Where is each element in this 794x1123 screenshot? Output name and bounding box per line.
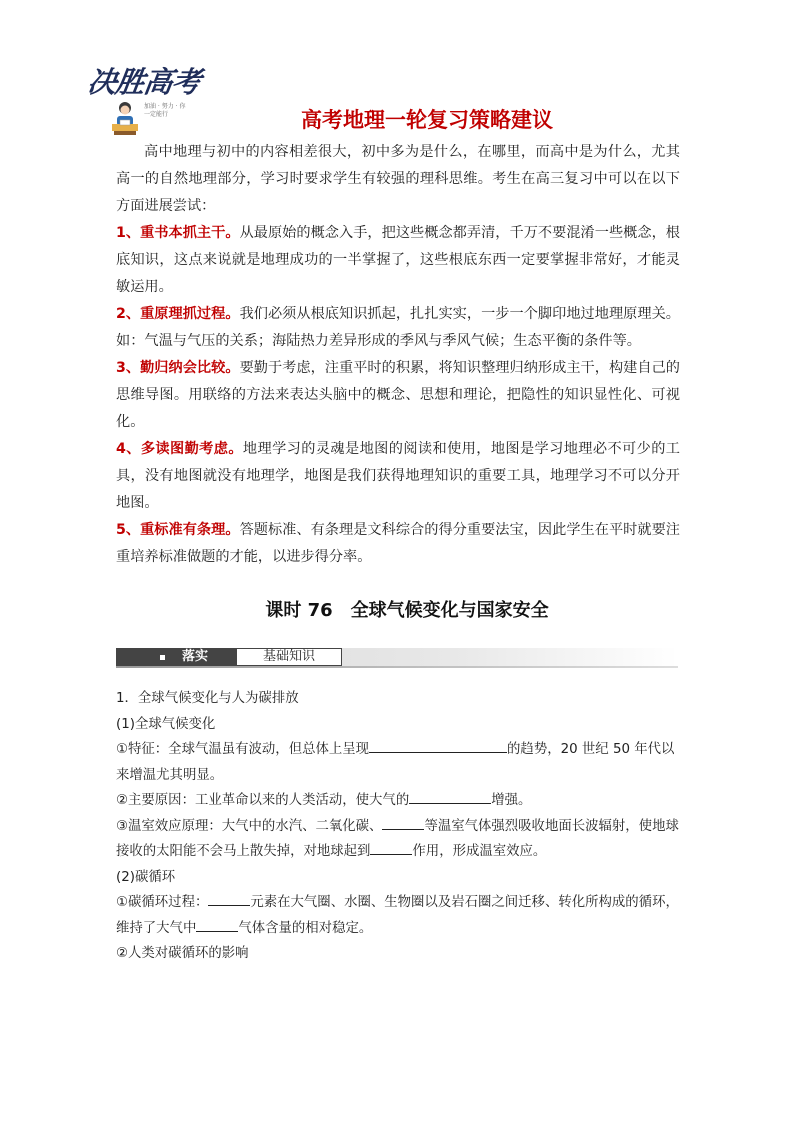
strategy-heading: 1、重书本抓主干。: [116, 225, 240, 241]
subsection-heading: (1)全球气候变化: [116, 716, 216, 732]
logo-subtext: 加油 · 努力 · 你一定能行: [144, 103, 186, 118]
section-underline: [116, 666, 678, 668]
answer-blank[interactable]: [196, 917, 238, 932]
strategy-text: 地理学习的灵魂是地图的阅读和使用，地图是学习地理必不可少的工具，没有地图就没有地理学，地图是我们获得地理知识的重要工具，地理学习不可以分开地图。: [116, 441, 680, 511]
knowledge-heading: 1．全球气候变化与人为碳排放: [116, 691, 299, 706]
fill-in-text: 增强。: [491, 793, 532, 808]
intro-paragraph: 高中地理与初中的内容相差很大，初中多为是什么，在哪里，而高中是为什么，尤其高一的自然地理部分，学习时要求学生有较强的理科思维。考生在高三复习中可以在以下方面进展尝试：: [116, 144, 680, 214]
answer-blank[interactable]: [370, 840, 412, 855]
section-tab-dark: [116, 648, 236, 666]
square-bullet-icon: [160, 655, 165, 660]
fill-in-item: ②人类对碳循环的影响: [116, 946, 249, 961]
fill-in-text: 作用，形成温室效应。: [412, 844, 547, 859]
fill-in-item: [116, 890, 682, 941]
strategy-text: 答题标准、有条理是文科综合的得分重要法宝，因此学生在平时就要注重培养标准做题的才能，以进步得分率。: [116, 522, 680, 565]
strategy-item: [116, 355, 680, 436]
section-tab-light: 基础知识: [236, 648, 342, 666]
strategy-item: [116, 436, 680, 517]
page-title: 高考地理一轮复习策略建议: [301, 108, 553, 132]
subsection-heading: (2)碳循环: [116, 869, 176, 885]
strategy-section: [116, 139, 680, 571]
answer-blank[interactable]: [208, 891, 250, 906]
answer-blank[interactable]: [409, 789, 491, 804]
lesson-title: 课时 76 全球气候变化与国家安全: [265, 600, 549, 621]
strategy-heading: 5、重标准有条理。: [116, 522, 240, 538]
section-tab-dark-label: 落实: [182, 649, 209, 664]
logo-text: 决胜高考: [85, 65, 203, 99]
fill-in-text: 元素在大气圈、水圈、生物圈以及岩石圈之间迁移、转化所构成的循环，维持了大气中: [116, 895, 679, 936]
strategy-item: [116, 301, 680, 355]
strategy-heading: 3、勤归纳会比较。: [116, 360, 240, 376]
knowledge-section: [116, 686, 682, 967]
fill-in-item: [116, 737, 682, 788]
fill-in-text: ②主要原因：工业革命以来的人类活动，使大气的: [116, 793, 410, 808]
answer-blank[interactable]: [382, 815, 424, 830]
fill-in-text: 等温室气体强烈吸收地面长波辐射，使地球接收的太阳能不会马上散失掉，对地球起到: [116, 818, 679, 859]
fill-in-text: 的趋势，20 世纪 50 年代以来增温尤其明显。: [116, 742, 675, 783]
fill-in-text: 气体含量的相对稳定。: [238, 920, 373, 936]
fill-in-item: [116, 814, 682, 865]
fill-in-text: ③温室效应原理：大气中的水汽、二氧化碳、: [116, 818, 383, 834]
strategy-heading: 4、多读图勤考虑。: [116, 441, 243, 457]
strategy-text: 要勤于考虑，注重平时的积累，将知识整理归纳形成主干，构建自己的思维导图。用联络的方法来表达头脑中的概念、思想和理论，把隐性的知识显性化、可视化。: [116, 360, 680, 430]
fill-in-text: ①碳循环过程：: [116, 895, 209, 910]
fill-in-item: [116, 788, 682, 814]
strategy-text: 从最原始的概念入手，把这些概念都弄清，千万不要混淆一些概念，根底知识，这点来说就是地理成功的一半掌握了，这些根底东西一定要掌握非常好，才能灵敏运用。: [116, 225, 680, 295]
strategy-text: 我们必须从根底知识抓起，扎扎实实，一步一个脚印地过地理原理关。如：气温与气压的关系；海陆热力差异形成的季风与季风气候；生态平衡的条件等。: [116, 306, 680, 349]
answer-blank[interactable]: [369, 738, 507, 753]
fill-in-text: ①特征：全球气温虽有波动，但总体上呈现: [116, 742, 370, 757]
strategy-heading: 2、重原理抓过程。: [116, 306, 240, 322]
strategy-item: [116, 517, 680, 571]
strategy-item: [116, 220, 680, 301]
